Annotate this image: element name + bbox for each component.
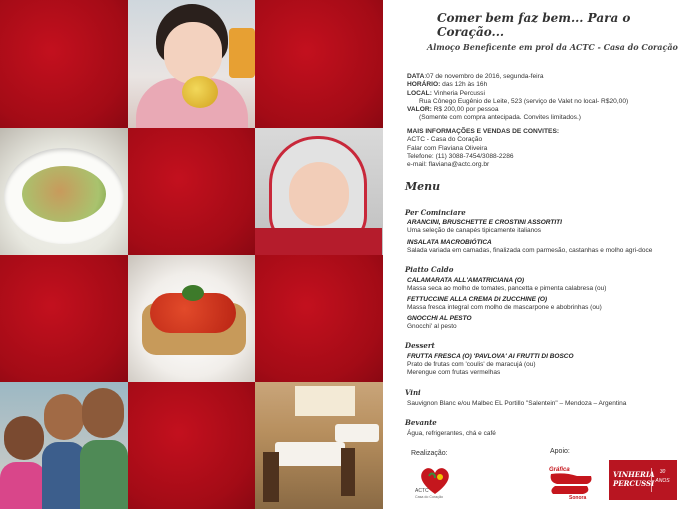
vinheria-percussi-logo [609, 460, 677, 500]
event-info [407, 73, 687, 123]
price-note: (Somente com compra antecipada. Convites limitados.) [419, 114, 581, 122]
red-tile [128, 128, 255, 255]
time-label: HORÁRIO: [407, 81, 441, 89]
dish-name: ARANCINI, BRUSCHETTE E CROSTINI ASSORTITI [407, 219, 562, 226]
invitation-title: Comer bem faz bem... Para o Coração... [437, 11, 631, 39]
contact-person: Falar com Flaviana Oliveira [407, 144, 488, 152]
photo-three-children [0, 382, 128, 509]
dish-name: FRUTTA FRESCA (O) 'PAVLOVA' AI FRUTTI DI BOSCO [407, 353, 574, 360]
photo-salad-dish [0, 128, 128, 255]
grafica-logo-top: Gráfica [549, 467, 570, 473]
dish-description: Merengue com frutas vermelhas [407, 369, 501, 376]
photo-bruschetta [128, 255, 255, 382]
dish-description: Uma seleção de canapés tipicamente italianos [407, 227, 542, 234]
dish-frutta [407, 353, 689, 377]
wine-item [407, 400, 689, 408]
contact-phone: Telefone: (11) 3088-7454/3088-2286 [407, 152, 514, 160]
section-main: Piatto Caldo [405, 265, 454, 274]
price-label: VALOR: [407, 106, 432, 114]
red-tile [255, 0, 383, 128]
dish-fettuccine [407, 296, 689, 312]
contact-heading: MAIS INFORMAÇÕES E VENDAS DE CONVITES: [407, 128, 560, 135]
photo-restaurant-interior [255, 382, 383, 509]
dish-name: INSALATA MACROBIÓTICA [407, 239, 492, 246]
dish-description: Gnocchi' al pesto [407, 323, 457, 330]
grafica-logo-bottom: Sonora [569, 495, 587, 500]
location-address: Rua Cônego Eugênio de Leite, 523 (serviço de Valet no local- R$20,00) [419, 97, 629, 105]
invitation-panel [383, 0, 690, 509]
location-value: Vinheria Percussi [431, 89, 485, 97]
vinheria-logo-line2: PERCUSSI [613, 479, 655, 488]
red-tile [0, 255, 128, 382]
section-dessert: Dessert [405, 341, 435, 350]
actc-logo-subtext: Casa do Coração [415, 495, 443, 499]
drinks-item [407, 430, 689, 438]
location-label: LOCAL: [407, 89, 432, 97]
section-starters: Per Cominciare [405, 208, 466, 217]
time-value: das 12h às 16h [440, 81, 488, 89]
dish-description: Salada variada em camadas, finalizada com parmesão, castanhas e molho agri-doce [407, 247, 653, 254]
dish-description: Massa fresca integral com molho de mascarpone e abobrinhas (ou) [407, 304, 602, 311]
vinheria-logo-years: 30 [659, 469, 666, 475]
dish-description: Prato de frutas com 'coulis' de maracujá (ou) [407, 361, 536, 368]
grafica-sonora-logo [547, 464, 595, 500]
actc-logo [415, 460, 455, 500]
section-drinks: Bevante [405, 418, 437, 427]
dish-description: Massa seca ao molho de tomates, pancetta e pimenta calabresa (ou) [407, 285, 607, 292]
dish-name: GNOCCHI AL PESTO [407, 315, 472, 322]
wine-description: Sauvignon Blanc e/ou Malbec EL Portillo "Salentein" – Mendoza – Argentina [407, 400, 627, 407]
date-value: :07 de novembro de 2016, segunda-feira [424, 73, 544, 80]
red-tile [255, 255, 383, 382]
date-label: DATA [407, 73, 425, 80]
dish-name: FETTUCCINE ALLA CREMA DI ZUCCHINE (O) [407, 296, 548, 303]
menu-title: Menu [405, 180, 441, 193]
price-value: R$ 200,00 por pessoa [431, 106, 499, 114]
contact-info [407, 128, 687, 169]
dish-calamarata [407, 277, 689, 293]
dish-arancini [407, 219, 689, 235]
vinheria-logo-anos: ANOS [655, 478, 670, 484]
sponsor-label: Apoio: [550, 448, 570, 455]
red-tile [128, 382, 255, 509]
photo-girl-eating-apple [128, 0, 255, 128]
section-wine: Vini [405, 388, 421, 397]
invitation-subtitle: Almoço Beneficente em prol da ACTC - Casa do Coração [427, 42, 678, 52]
actc-logo-text: ACTC [415, 488, 429, 494]
dish-insalata [407, 239, 689, 255]
dish-name: CALAMARATA ALL'AMATRICIANA (O) [407, 277, 525, 284]
organizer-label: Realização: [411, 450, 448, 457]
dish-gnocchi [407, 315, 689, 331]
vinheria-logo-line1: VINHERIA [613, 470, 655, 479]
drinks-description: Água, refrigerantes, chá e café [407, 430, 496, 437]
photo-baby-in-hood [255, 128, 383, 255]
red-tile [0, 0, 128, 128]
contact-email[interactable]: e-mail: flaviana@actc.org.br [407, 161, 490, 169]
contact-org: ACTC - Casa do Coração [407, 136, 483, 144]
